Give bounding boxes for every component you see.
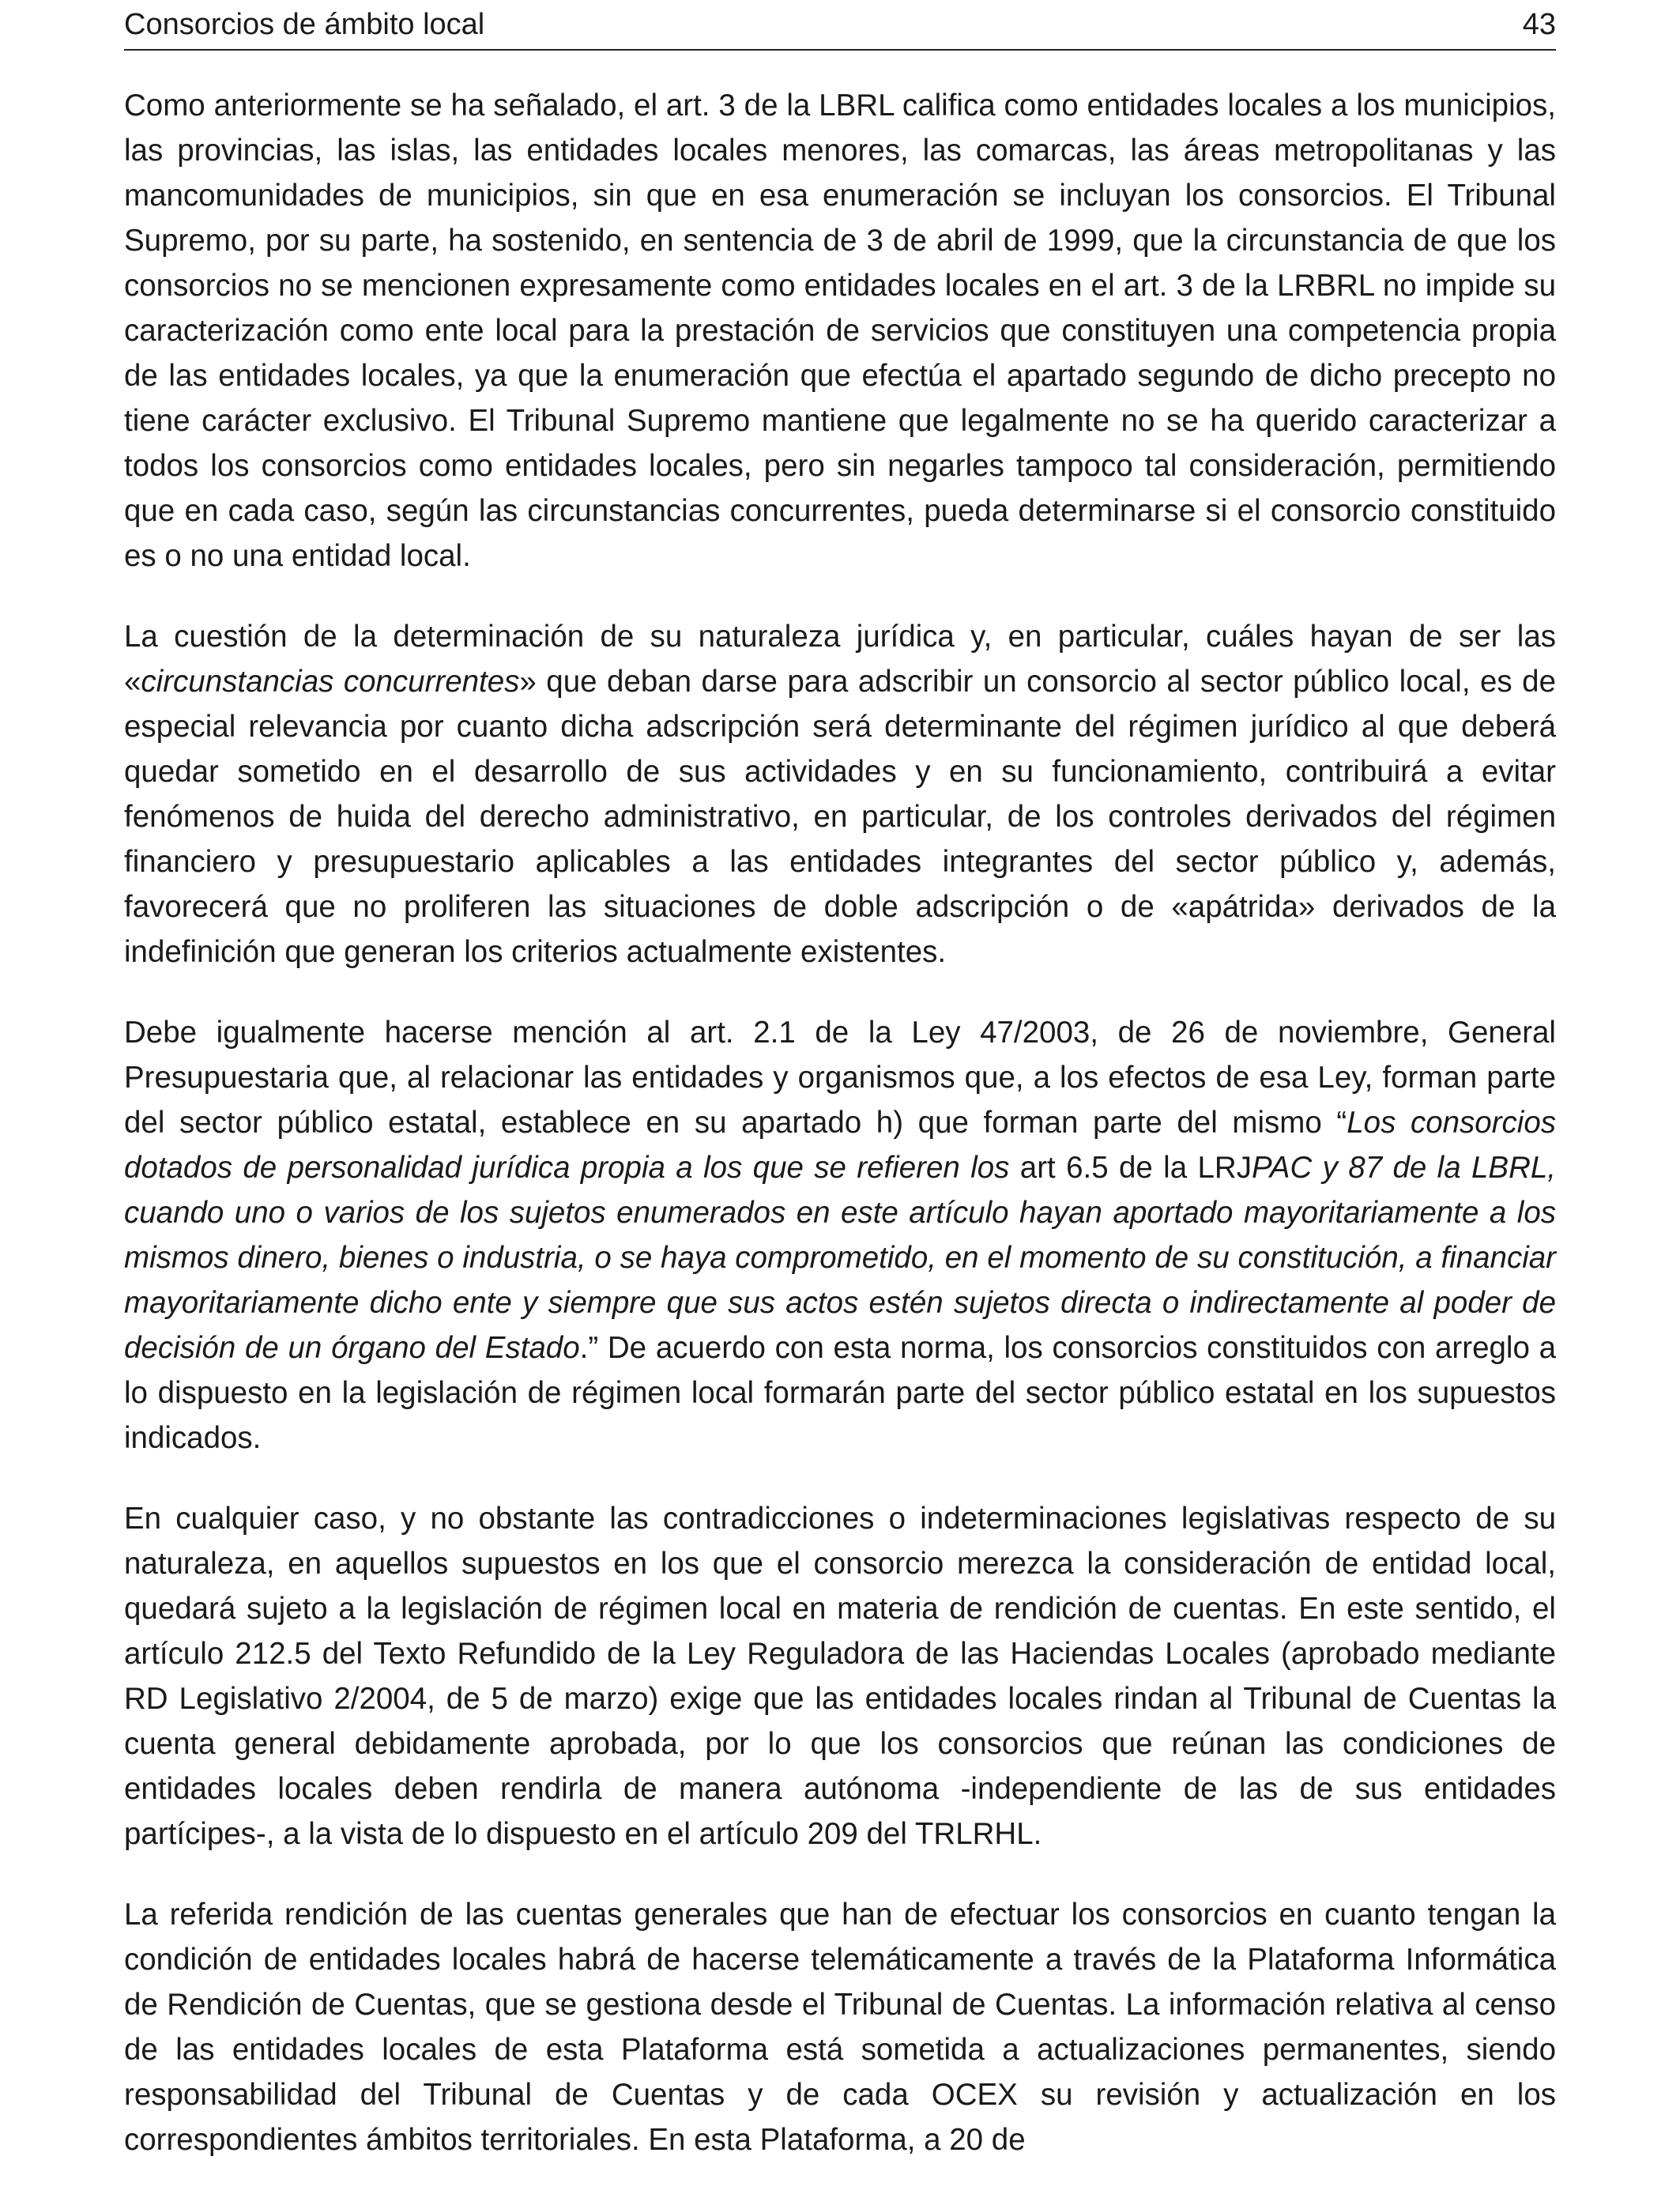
paragraph-5: La referida rendición de las cuentas generales que han de efectuar los consorcios en cuanto tengan la condición de entidades locales habrá de hacerse telemáticamente a través de la Plataforma Informática de Rendición de Cuentas, que se gestiona desde el Tribunal de Cuentas. La información relativa al censo de las entidades locales de esta Plataforma está sometida a actualizaciones permanentes, siendo responsabilidad del Tribunal de Cuentas y de cada OCEX su revisión y actualización en los correspondientes ámbitos territoriales. En esta Plataforma, a 20 de (124, 1898, 1556, 2157)
italic-quote: Los consorcios dotados de personalidad jurídica propia a los que se refieren los (124, 1106, 1556, 1185)
paragraph-1: Como anteriormente se ha señalado, el art. 3 de la LBRL califica como entidades locales a los municipios, las provincias, las islas, las entidades locales menores, las comarcas, las áreas metropolitanas y las mancomunidades de municipios, sin que en esa enumeración se incluyan los consorcios. El Tribunal Supremo, por su parte, ha sostenido, en sentencia de 3 de abril de 1999, que la circunstancia de que los consorcios no se mencionen expresamente como entidades locales en el art. 3 de la LRBRL no impide su caracterización como ente local para la prestación de servicios que constituyen una competencia propia de las entidades locales, ya que la enumeración que efectúa el apartado segundo de dicho precepto no tiene carácter exclusivo. El Tribunal Supremo mantiene que legalmente no se ha querido caracterizar a todos los consorcios como entidades locales, pero sin negarles tampoco tal consideración, permitiendo que en cada caso, según las circunstancias concurrentes, pueda determinarse si el consorcio constituido es o no una entidad local. (124, 89, 1556, 573)
body-text (124, 83, 1556, 2162)
paragraph-2: La cuestión de la determinación de su naturaleza jurídica y, en particular, cuáles hayan de ser las «circunstancias concurrentes» que deban darse para adscribir un consorcio al sector público local, es de especial relevancia por cuanto dicha adscripción será determinante del régimen jurídico al que deberá quedar sometido en el desarrollo de sus actividades y en su funcionamiento, contribuirá a evitar fenómenos de huida del derecho administrativo, en particular, de los controles derivados del régimen financiero y presupuestario aplicables a las entidades integrantes del sector público y, además, favorecerá que no proliferen las situaciones de doble adscripción o de «apátrida» derivados de la indefinición que generan los criterios actualmente existentes. (124, 620, 1556, 969)
italic-quote: circunstancias concurrentes (141, 665, 520, 699)
page-number: 43 (1522, 8, 1556, 41)
italic-quote: PAC y 87 de la LBRL, cuando uno o varios de los sujetos enumerados en este artículo hayan aportado mayoritariamente a los mismos dinero, bienes o industria, o se haya comprometido, en el momento de su constitución, a financiar mayoritariamente dicho ente y siempre que sus actos estén sujetos directa o indirectamente al poder de decisión de un órgano del Estado (124, 1151, 1557, 1365)
paragraph-3: Debe igualmente hacerse mención al art. 2.1 de la Ley 47/2003, de 26 de noviembre, General Presupuestaria que, al relacionar las entidades y organismos que, a los efectos de esa Ley, forman parte del sector público estatal, establece en su apartado h) que forman parte del mismo “Los consorcios dotados de personalidad jurídica propia a los que se refieren los art 6.5 de la LRJPAC y 87 de la LBRL, cuando uno o varios de los sujetos enumerados en este artículo hayan aportado mayoritariamente a los mismos dinero, bienes o industria, o se haya comprometido, en el momento de su constitución, a financiar mayoritariamente dicho ente y siempre que sus actos estén sujetos directa o indirectamente al poder de decisión de un órgano del Estado.” De acuerdo con esta norma, los consorcios constituidos con arreglo a lo dispuesto en la legislación de régimen local formarán parte del sector público estatal en los supuestos indicados. (124, 1016, 1557, 1455)
running-title: Consorcios de ámbito local (124, 8, 485, 41)
page-header (124, 0, 1556, 51)
paragraph-4: En cualquier caso, y no obstante las contradicciones o indeterminaciones legislativas respecto de su naturaleza, en aquellos supuestos en los que el consorcio merezca la consideración de entidad local, quedará sujeto a la legislación de régimen local en materia de rendición de cuentas. En este sentido, el artículo 212.5 del Texto Refundido de la Ley Reguladora de las Haciendas Locales (aprobado mediante RD Legislativo 2/2004, de 5 de marzo) exige que las entidades locales rindan al Tribunal de Cuentas la cuenta general debidamente aprobada, por lo que los consorcios que reúnan las condiciones de entidades locales deben rendirla de manera autónoma -independiente de las de sus entidades partícipes-, a la vista de lo dispuesto en el artículo 209 del TRLRHL. (124, 1502, 1556, 1851)
